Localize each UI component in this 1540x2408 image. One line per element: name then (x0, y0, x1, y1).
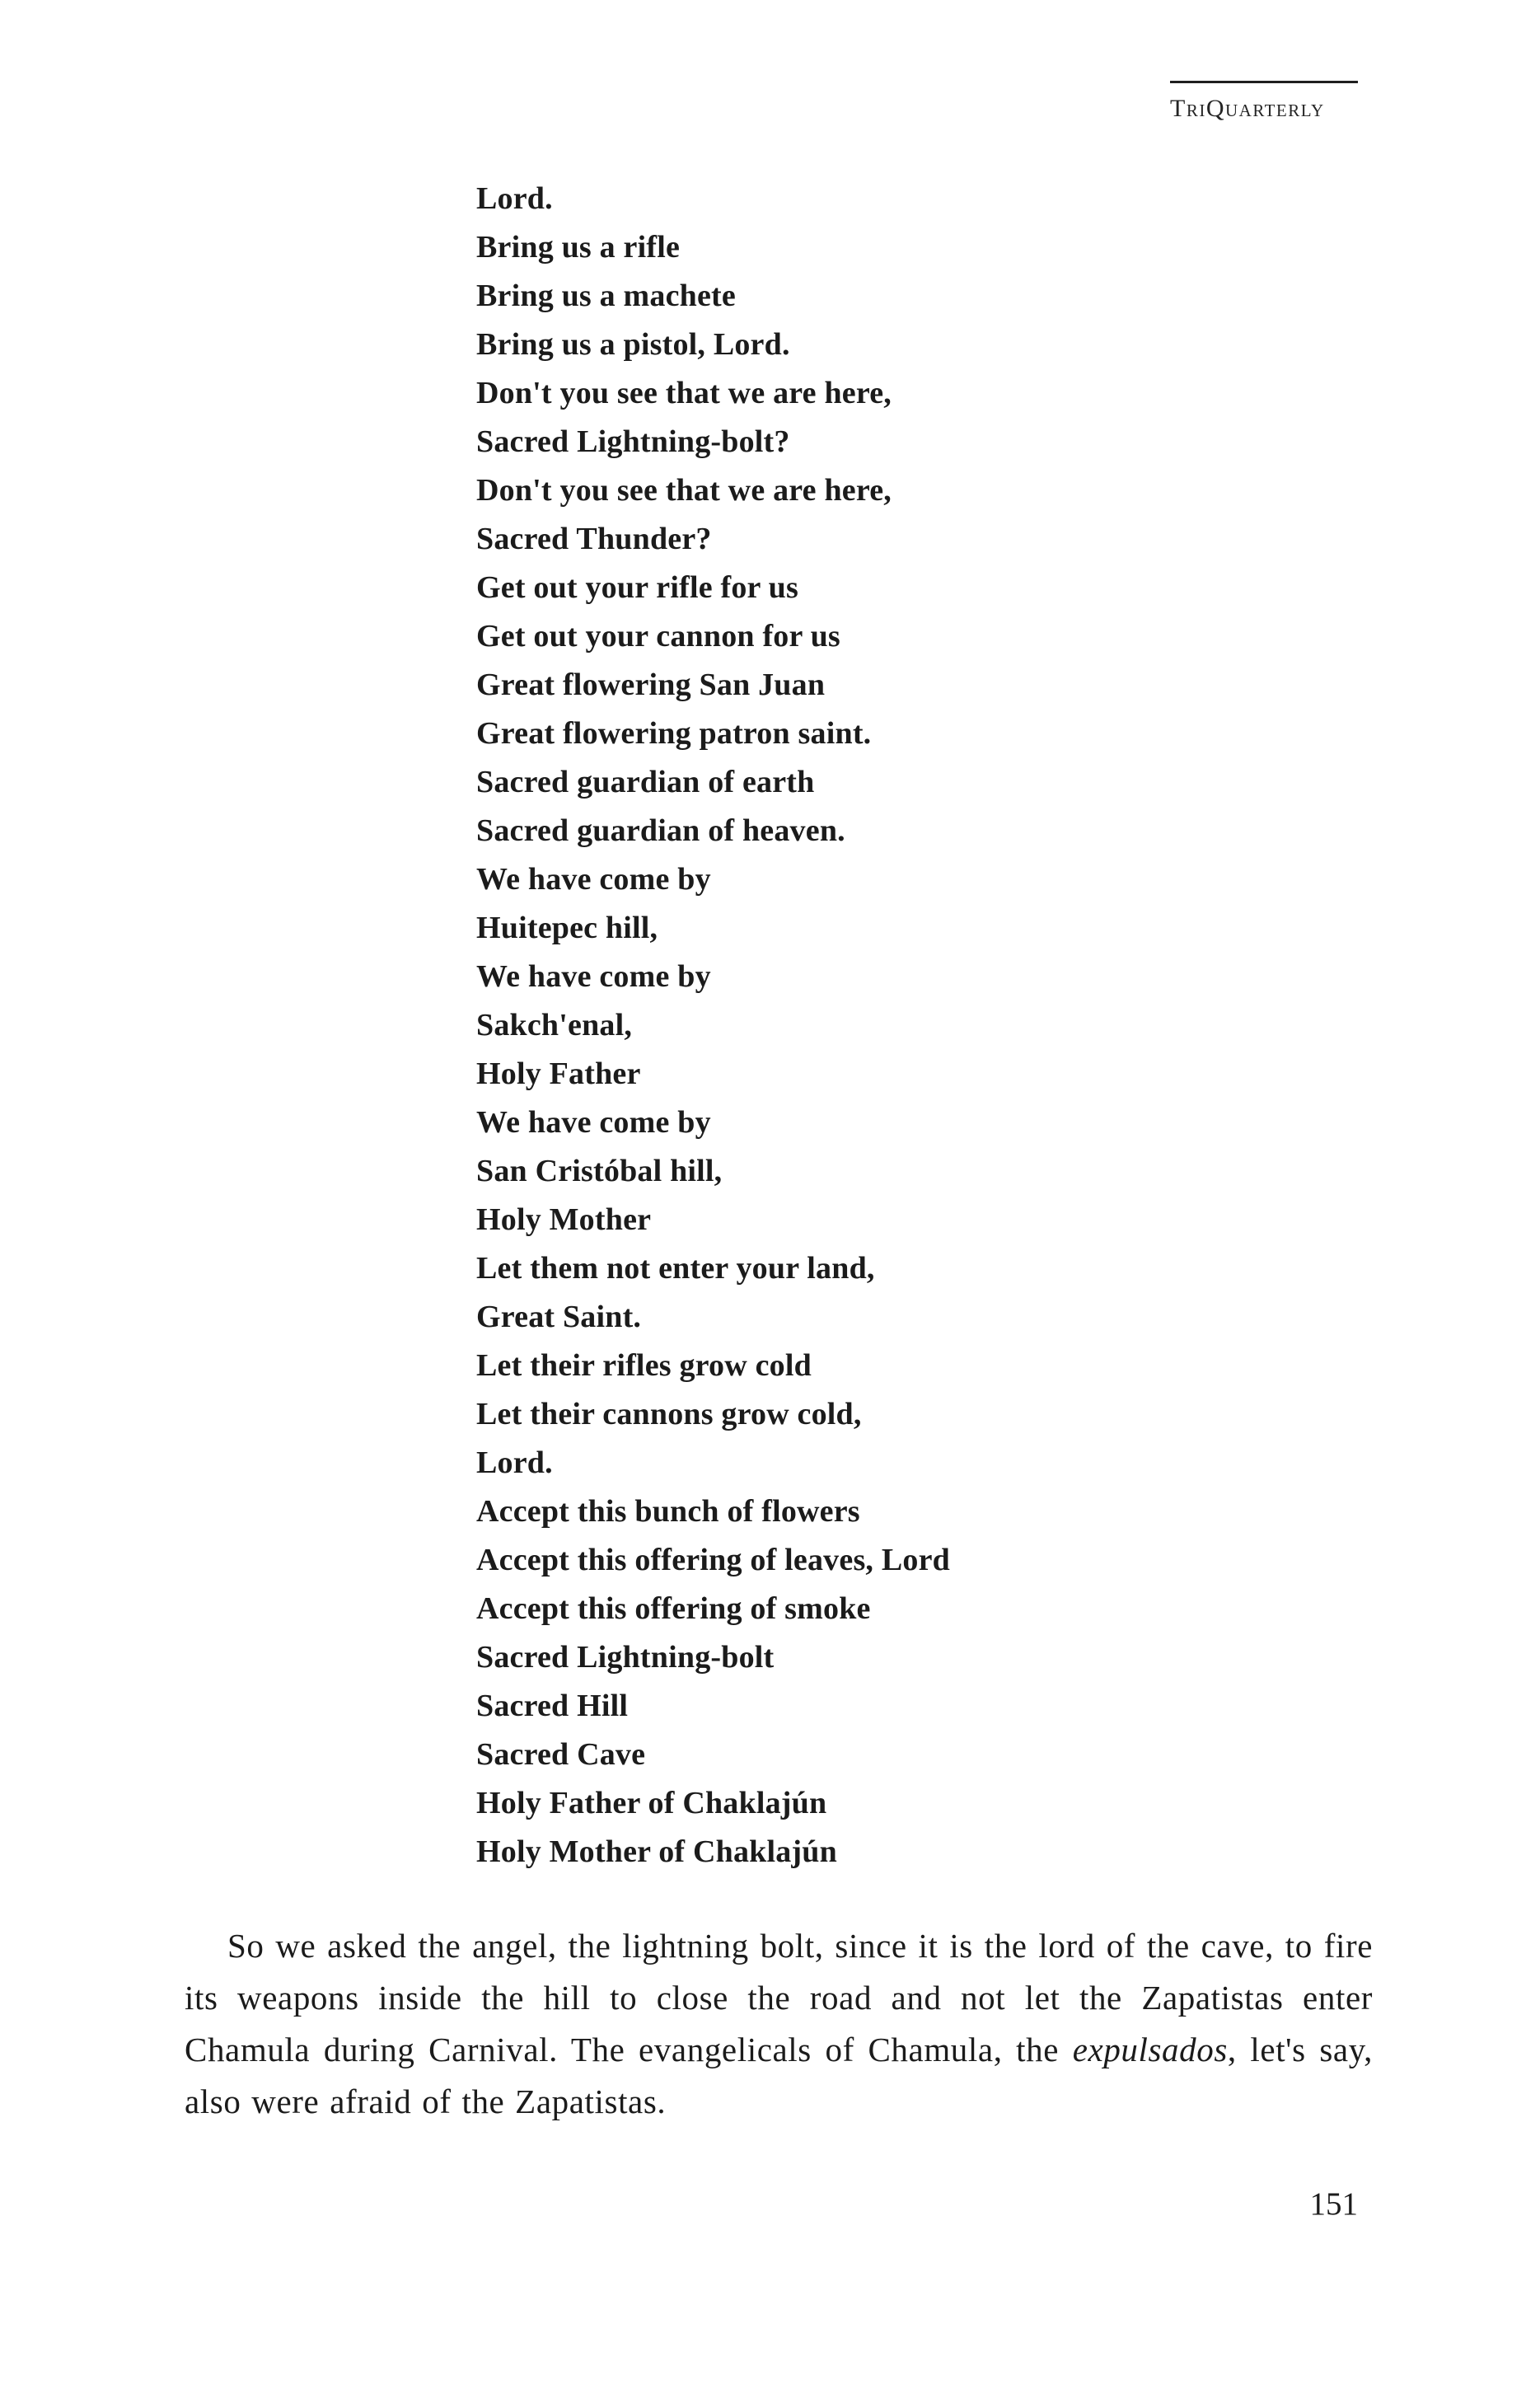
poem-line: Sacred Thunder? (476, 522, 712, 556)
poem-line: Holy Mother (476, 1202, 652, 1237)
poem-line: Accept this offering of smoke (476, 1591, 871, 1626)
prose-paragraph (185, 1920, 1373, 2128)
poem-line: Bring us a rifle (476, 230, 681, 265)
poem-line: Lord. (476, 1445, 553, 1480)
poem (476, 175, 950, 1876)
page-number: 151 (1309, 2186, 1358, 2222)
poem-line: We have come by (476, 959, 711, 994)
poem-line: Let their cannons grow cold, (476, 1397, 862, 1431)
prose-italic-segment: expulsados (1072, 2031, 1228, 2068)
prose-segment: So we asked the angel, the lightning bolt, since it is the lord of the cave, to fire its weapons inside the hill to close the road and not let the Zapatistas enter Chamula during Carnival. The evangelicals of Chamula, the (185, 1927, 1373, 2068)
poem-line: Holy Father of Chaklajún (476, 1786, 827, 1820)
poem-line: Sacred guardian of heaven. (476, 813, 845, 848)
poem-line: We have come by (476, 862, 711, 897)
poem-line: Huitepec hill, (476, 911, 658, 945)
poem-line: Great flowering San Juan (476, 668, 826, 702)
poem-line: Bring us a pistol, Lord. (476, 327, 790, 362)
header-rule (1170, 81, 1358, 83)
poem-line: Sacred guardian of earth (476, 765, 815, 799)
poem-line: Sacred Hill (476, 1689, 629, 1723)
poem-line: Accept this bunch of flowers (476, 1494, 860, 1529)
poem-line: Great Saint. (476, 1300, 642, 1334)
poem-line: Let them not enter your land, (476, 1251, 875, 1286)
poem-line: Bring us a machete (476, 279, 736, 313)
poem-line: Holy Father (476, 1056, 641, 1091)
poem-line: We have come by (476, 1105, 711, 1140)
poem-line: Sacred Lightning-bolt (476, 1640, 775, 1675)
journal-title: TriQuarterly (1170, 95, 1325, 122)
poem-line: Accept this offering of leaves, Lord (476, 1543, 950, 1577)
poem-line: Don't you see that we are here, (476, 376, 892, 410)
poem-line: Get out your cannon for us (476, 619, 840, 654)
poem-line: Lord. (476, 181, 553, 216)
poem-line: Get out your rifle for us (476, 570, 798, 605)
poem-line: Let their rifles grow cold (476, 1348, 812, 1383)
poem-line: Holy Mother of Chaklajún (476, 1834, 837, 1869)
poem-line: Sacred Cave (476, 1737, 646, 1772)
poem-line: San Cristóbal hill, (476, 1154, 723, 1188)
journal-header (1170, 81, 1358, 123)
poem-line: Great flowering patron saint. (476, 716, 872, 751)
poem-line: Sacred Lightning-bolt? (476, 424, 790, 459)
prose-segment: , let's say, also were afraid of the Zapatistas. (185, 2031, 1374, 2120)
poem-line: Don't you see that we are here, (476, 473, 892, 508)
poem-line: Sakch'enal, (476, 1008, 633, 1042)
